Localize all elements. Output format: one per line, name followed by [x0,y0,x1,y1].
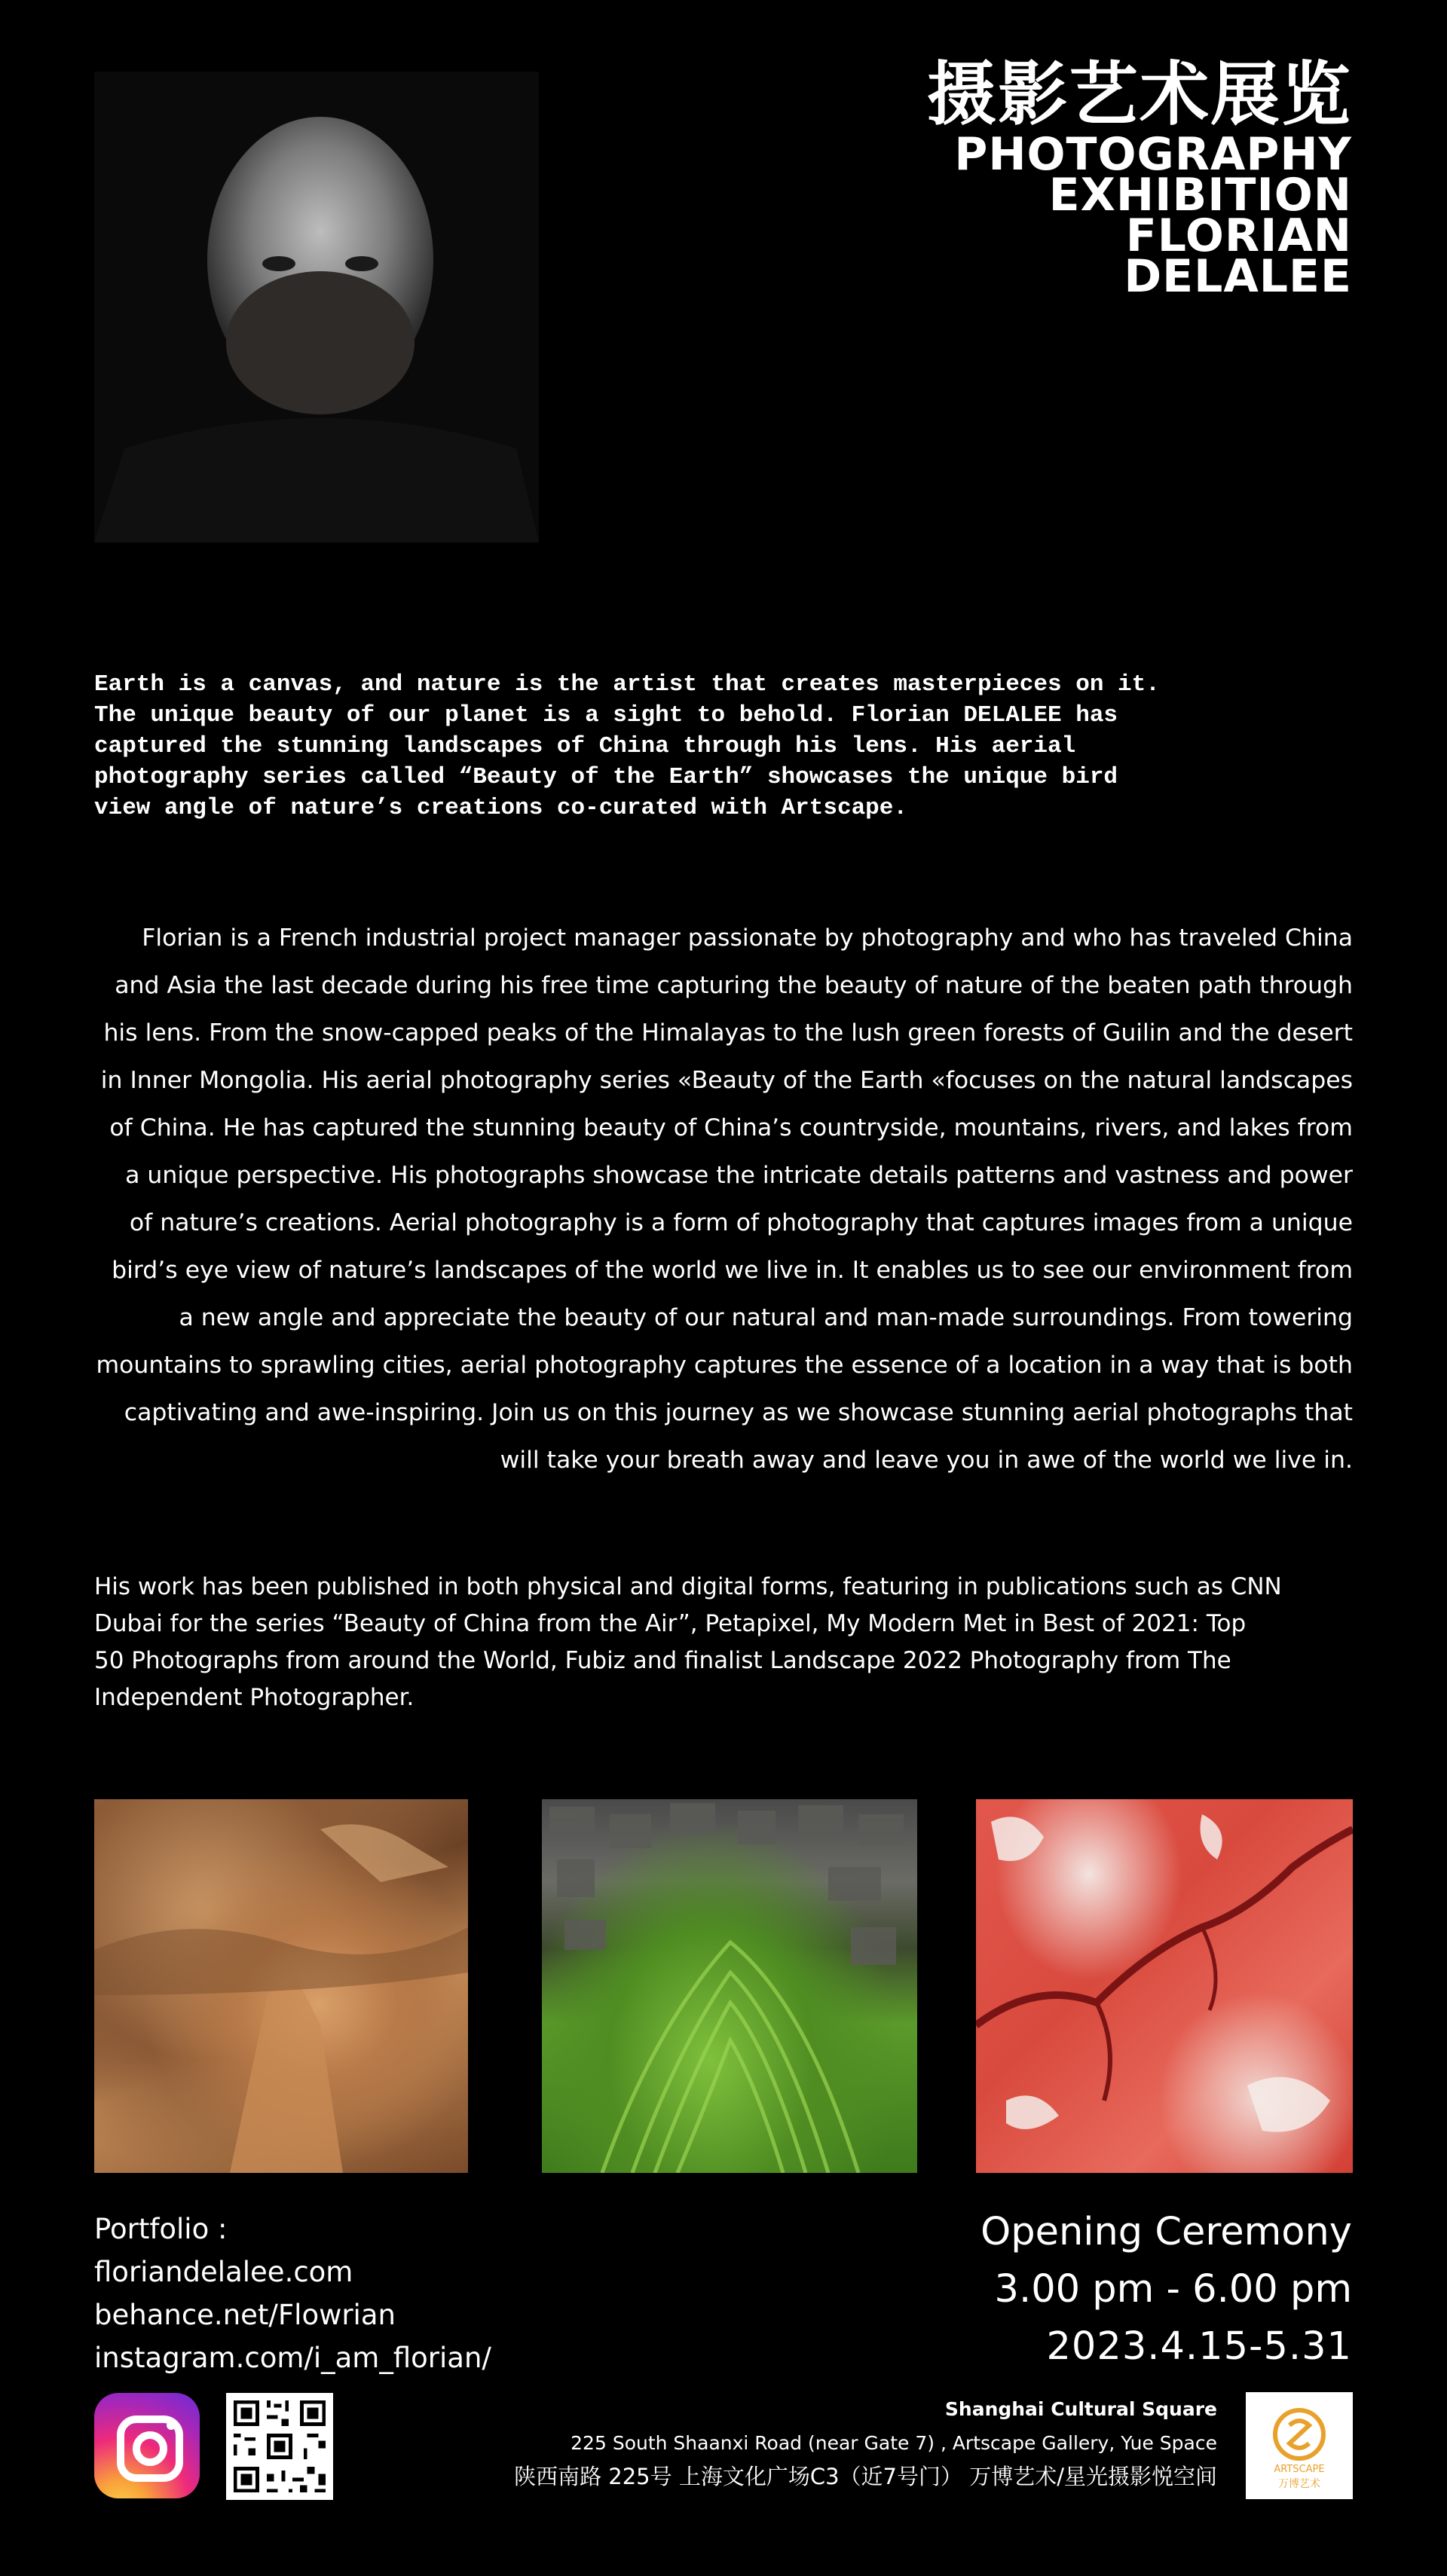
rice-terraces-aerial-photo [542,1799,917,2173]
opening-ceremony-block [980,2204,1352,2376]
bio-paragraph: Florian is a French industrial project manager passionate by photography and who has traveled China and Asia the last decade during his free time capturing the beauty of nature of the beaten path through his lens. From the snow-capped peaks of the Himalayas to the lush green forests of Guilin and the desert in Inner Mongolia. His aerial photography series «Beauty of the Earth «focuses on the natural landscapes of China. He has captured the stunning beauty of China’s countryside, mountains, rivers, and lakes from a unique perspective. His photographs showcase the intricate details patterns and vastness and power of nature’s creations. Aerial photography is a form of photography that captures images from a unique bird’s eye view of nature’s landscapes of the world we live in. It enables us to see our environment from a new angle and appreciate the beauty of our natural and man-made surroundings. From towering mountains to sprawling cities, aerial photography captures the essence of a location in a way that is both captivating and awe-inspiring. Join us on this journey as we showcase stunning aerial photographs that will take your breath away and leave you in awe of the world we live in. [96,924,1353,1474]
portfolio-link-instagram[interactable]: instagram.com/i_am_florian/ [94,2342,491,2374]
intro-paragraph: Earth is a canvas, and nature is the artist that creates masterpieces on it. The unique beauty of our planet is a sight to behold. Florian DELALEE has captured the stunning landscapes of China through his lens. His aerial photography series called “Beauty of the Earth” showcases the unique bird view angle of nature’s creations co-curated with Artscape. [94,671,1160,821]
ceremony-title: Opening Ceremony [980,2210,1352,2254]
qr-code-icon [226,2393,333,2500]
title-last-name: DELALEE [1124,250,1352,303]
ceremony-dates: 2023.4.15-5.31 [1046,2324,1352,2369]
ceremony-time: 3.00 pm - 6.00 pm [994,2267,1352,2312]
address-chinese: 陕西南路 225号 上海文化广场C3（近7号门） 万博艺术/星光摄影悦空间 [514,2464,1217,2489]
title-exhibition: EXHIBITION [1048,169,1352,222]
logo-text-en: ARTSCAPE [1274,2464,1325,2475]
title-photography: PHOTOGRAPHY [954,128,1352,181]
exhibition-title [926,54,1352,303]
portfolio-link-behance[interactable]: behance.net/Flowrian [94,2299,396,2331]
red-salt-lake-aerial-photo [976,1799,1353,2173]
venue-name: Shanghai Cultural Square [944,2398,1217,2420]
portfolio-block [94,2208,491,2379]
logo-text-cn: 万博艺术 [1278,2478,1320,2490]
desert-aerial-photo [94,1799,468,2173]
title-first-name: FLORIAN [1125,209,1352,262]
portfolio-link-website[interactable]: floriandelalee.com [94,2256,353,2288]
artscape-logo [1246,2392,1353,2499]
venue-address [514,2392,1217,2494]
address-english: 225 South Shaanxi Road (near Gate 7) , Artscape Gallery, Yue Space [571,2432,1217,2454]
portfolio-label: Portfolio : [94,2213,228,2245]
instagram-icon[interactable] [94,2393,200,2498]
artist-portrait [94,72,539,542]
title-chinese: 摄影艺术展览 [926,54,1352,135]
publications-paragraph: His work has been published in both physical and digital forms, featuring in publications such as CNN Dubai for the series “Beauty of China from the Air”, Petapixel, My Modern Met in Best of 2021: Top 50 Photographs from around the World, Fubiz and finalist Landscape 2022 Photography from The Independent Photographer. [94,1573,1282,1711]
